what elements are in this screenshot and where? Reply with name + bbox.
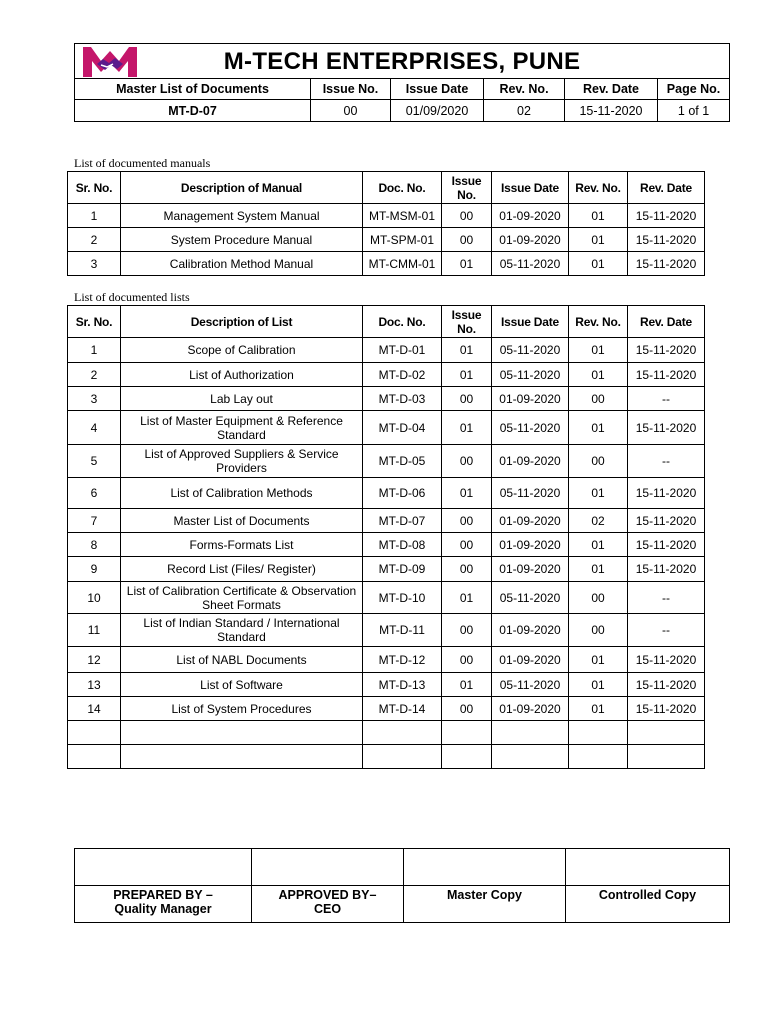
table-row <box>68 647 705 673</box>
table-cell: 01 <box>569 252 628 276</box>
table-row <box>68 673 705 697</box>
table-cell: 00 <box>442 697 492 721</box>
table-cell: 2 <box>68 363 121 387</box>
table-cell: MT-D-06 <box>363 478 442 509</box>
header-label: Master List of Documents <box>75 79 311 100</box>
table-cell: MT-D-05 <box>363 445 442 478</box>
column-header: Issue No. <box>442 172 492 204</box>
table-cell: 00 <box>442 533 492 557</box>
table-cell: 01-09-2020 <box>492 509 569 533</box>
table-cell: MT-D-07 <box>363 509 442 533</box>
signature-label-row <box>75 886 730 923</box>
lists-caption: List of documented lists <box>74 290 190 304</box>
table-cell: MT-CMM-01 <box>363 252 442 276</box>
revision-number: 02 <box>484 100 565 122</box>
table-cell: 9 <box>68 557 121 582</box>
document-header-table <box>74 43 730 122</box>
table-cell: 00 <box>569 445 628 478</box>
column-header: Sr. No. <box>68 306 121 338</box>
table-cell <box>68 721 121 745</box>
approved-by-label: APPROVED BY– CEO <box>252 886 404 923</box>
table-cell: 01 <box>569 673 628 697</box>
header-label-row <box>75 79 730 100</box>
table-cell: Management System Manual <box>121 204 363 228</box>
prepared-by-label: PREPARED BY – Quality Manager <box>75 886 252 923</box>
table-cell: MT-D-13 <box>363 673 442 697</box>
column-header: Issue No. <box>442 306 492 338</box>
table-cell: MT-D-11 <box>363 614 442 647</box>
table-cell: List of NABL Documents <box>121 647 363 673</box>
column-header: Rev. Date <box>628 172 705 204</box>
table-cell: 00 <box>442 509 492 533</box>
table-cell: 05-11-2020 <box>492 673 569 697</box>
table-cell: 01 <box>569 557 628 582</box>
table-row <box>68 228 705 252</box>
table-cell: -- <box>628 614 705 647</box>
column-header: Rev. No. <box>569 306 628 338</box>
table-row <box>68 363 705 387</box>
table-cell <box>569 745 628 769</box>
table-cell: 15-11-2020 <box>628 363 705 387</box>
table-cell: 10 <box>68 582 121 614</box>
table-cell: 01 <box>569 363 628 387</box>
header-label: Issue No. <box>311 79 391 100</box>
header-title-cell <box>75 44 730 79</box>
table-cell: -- <box>628 387 705 411</box>
column-header: Rev. Date <box>628 306 705 338</box>
table-cell: 01 <box>442 582 492 614</box>
table-cell: 01 <box>442 338 492 363</box>
table-cell: 15-11-2020 <box>628 478 705 509</box>
table-cell: MT-SPM-01 <box>363 228 442 252</box>
issue-date: 01/09/2020 <box>391 100 484 122</box>
table-row <box>68 387 705 411</box>
table-cell: 00 <box>442 557 492 582</box>
table-cell <box>628 721 705 745</box>
table-cell: 00 <box>442 614 492 647</box>
table-cell: List of Calibration Certificate & Observation Sheet Formats <box>121 582 363 614</box>
table-row <box>68 557 705 582</box>
header-label: Rev. Date <box>565 79 658 100</box>
table-cell: 8 <box>68 533 121 557</box>
company-name: M-TECH ENTERPRISES, PUNE <box>223 48 581 75</box>
table-cell: 05-11-2020 <box>492 411 569 445</box>
table-row <box>68 614 705 647</box>
table-cell: 00 <box>569 387 628 411</box>
table-cell <box>628 745 705 769</box>
table-cell <box>492 745 569 769</box>
table-cell: List of Calibration Methods <box>121 478 363 509</box>
table-cell: 01-09-2020 <box>492 533 569 557</box>
table-cell: 00 <box>442 204 492 228</box>
table-cell: Record List (Files/ Register) <box>121 557 363 582</box>
table-row <box>68 509 705 533</box>
signature-space-row <box>75 849 730 886</box>
table-cell: 01 <box>569 478 628 509</box>
table-cell: MT-D-09 <box>363 557 442 582</box>
table-cell: MT-D-14 <box>363 697 442 721</box>
header-value-row <box>75 100 730 122</box>
table-row <box>68 745 705 769</box>
table-cell: 7 <box>68 509 121 533</box>
table-cell: 05-11-2020 <box>492 478 569 509</box>
table-cell: 01 <box>569 647 628 673</box>
table-cell: List of Indian Standard / International Standard <box>121 614 363 647</box>
table-cell: 01 <box>569 204 628 228</box>
table-cell: 01-09-2020 <box>492 445 569 478</box>
controlled-copy-stamp-cell <box>566 849 730 886</box>
table-cell: MT-D-01 <box>363 338 442 363</box>
table-cell: MT-D-03 <box>363 387 442 411</box>
table-cell: 00 <box>569 614 628 647</box>
table-cell: 01 <box>569 338 628 363</box>
table-cell: 6 <box>68 478 121 509</box>
table-cell: List of Master Equipment & Reference Standard <box>121 411 363 445</box>
table-row <box>68 204 705 228</box>
table-row <box>68 338 705 363</box>
table-cell: 05-11-2020 <box>492 363 569 387</box>
table-cell <box>442 721 492 745</box>
header-label: Page No. <box>658 79 730 100</box>
table-cell: List of Authorization <box>121 363 363 387</box>
table-cell: 01-09-2020 <box>492 647 569 673</box>
table-cell <box>68 745 121 769</box>
column-header: Description of Manual <box>121 172 363 204</box>
table-cell: 01 <box>569 411 628 445</box>
column-header: Rev. No. <box>569 172 628 204</box>
table-cell: 05-11-2020 <box>492 582 569 614</box>
table-cell: 01 <box>442 252 492 276</box>
master-copy-stamp-cell <box>404 849 566 886</box>
table-cell: 3 <box>68 387 121 411</box>
table-cell: 3 <box>68 252 121 276</box>
table-cell: 00 <box>442 228 492 252</box>
table-cell <box>442 745 492 769</box>
table-cell: 01 <box>442 673 492 697</box>
revision-date: 15-11-2020 <box>565 100 658 122</box>
table-cell <box>121 745 363 769</box>
table-cell: 15-11-2020 <box>628 557 705 582</box>
table-cell: Scope of Calibration <box>121 338 363 363</box>
table-cell: List of Software <box>121 673 363 697</box>
table-cell: 05-11-2020 <box>492 338 569 363</box>
column-header: Issue Date <box>492 306 569 338</box>
company-logo-icon <box>81 45 139 79</box>
table-cell: 01 <box>569 697 628 721</box>
issue-number: 00 <box>311 100 391 122</box>
table-cell: 02 <box>569 509 628 533</box>
table-cell: 01 <box>569 228 628 252</box>
table-cell: MT-MSM-01 <box>363 204 442 228</box>
column-header: Doc. No. <box>363 172 442 204</box>
table-cell: 1 <box>68 204 121 228</box>
lists-table <box>67 305 705 769</box>
table-cell: 01 <box>569 533 628 557</box>
column-header: Issue Date <box>492 172 569 204</box>
table-cell: 1 <box>68 338 121 363</box>
table-cell: 05-11-2020 <box>492 252 569 276</box>
table-cell: 00 <box>442 387 492 411</box>
master-copy-label: Master Copy <box>404 886 566 923</box>
table-cell: 00 <box>442 445 492 478</box>
table-cell: 13 <box>68 673 121 697</box>
table-cell: 2 <box>68 228 121 252</box>
table-cell: Lab Lay out <box>121 387 363 411</box>
table-cell: 15-11-2020 <box>628 509 705 533</box>
column-header: Description of List <box>121 306 363 338</box>
table-row <box>68 582 705 614</box>
document-number: MT-D-07 <box>75 100 311 122</box>
table-cell: -- <box>628 445 705 478</box>
page-number: 1 of 1 <box>658 100 730 122</box>
header-label: Issue Date <box>391 79 484 100</box>
table-cell: 12 <box>68 647 121 673</box>
table-cell: Master List of Documents <box>121 509 363 533</box>
table-cell: 15-11-2020 <box>628 697 705 721</box>
column-header: Doc. No. <box>363 306 442 338</box>
manuals-table <box>67 171 705 276</box>
table-cell <box>363 745 442 769</box>
table-cell: 01-09-2020 <box>492 228 569 252</box>
table-cell: 14 <box>68 697 121 721</box>
lists-header-row <box>68 306 705 338</box>
table-cell: MT-D-12 <box>363 647 442 673</box>
table-cell: 15-11-2020 <box>628 533 705 557</box>
table-cell <box>121 721 363 745</box>
table-cell: 15-11-2020 <box>628 338 705 363</box>
table-cell <box>363 721 442 745</box>
prepared-signature-cell <box>75 849 252 886</box>
table-cell: 15-11-2020 <box>628 252 705 276</box>
table-cell: 01-09-2020 <box>492 557 569 582</box>
table-cell: MT-D-04 <box>363 411 442 445</box>
manuals-caption: List of documented manuals <box>74 156 211 170</box>
table-row <box>68 721 705 745</box>
table-cell: Forms-Formats List <box>121 533 363 557</box>
manuals-header-row <box>68 172 705 204</box>
table-cell: 15-11-2020 <box>628 673 705 697</box>
table-cell: System Procedure Manual <box>121 228 363 252</box>
table-cell: 00 <box>442 647 492 673</box>
table-row <box>68 411 705 445</box>
table-row <box>68 478 705 509</box>
table-cell: 00 <box>569 582 628 614</box>
table-cell <box>569 721 628 745</box>
table-cell: 01-09-2020 <box>492 614 569 647</box>
table-cell: 5 <box>68 445 121 478</box>
header-label: Rev. No. <box>484 79 565 100</box>
table-cell <box>492 721 569 745</box>
table-cell: 01-09-2020 <box>492 387 569 411</box>
table-cell: 01 <box>442 411 492 445</box>
approval-table <box>74 848 730 923</box>
controlled-copy-label: Controlled Copy <box>566 886 730 923</box>
table-cell: 11 <box>68 614 121 647</box>
approved-signature-cell <box>252 849 404 886</box>
table-cell: List of System Procedures <box>121 697 363 721</box>
table-cell: 01-09-2020 <box>492 697 569 721</box>
table-cell: 01 <box>442 363 492 387</box>
table-row <box>68 533 705 557</box>
table-cell: 15-11-2020 <box>628 647 705 673</box>
table-row <box>68 697 705 721</box>
table-cell: MT-D-02 <box>363 363 442 387</box>
table-cell: -- <box>628 582 705 614</box>
table-cell: Calibration Method Manual <box>121 252 363 276</box>
table-row <box>68 252 705 276</box>
column-header: Sr. No. <box>68 172 121 204</box>
table-cell: 15-11-2020 <box>628 228 705 252</box>
table-cell: MT-D-08 <box>363 533 442 557</box>
table-cell: List of Approved Suppliers & Service Providers <box>121 445 363 478</box>
table-row <box>68 445 705 478</box>
table-cell: 15-11-2020 <box>628 411 705 445</box>
table-cell: 4 <box>68 411 121 445</box>
table-cell: MT-D-10 <box>363 582 442 614</box>
table-cell: 01-09-2020 <box>492 204 569 228</box>
table-cell: 01 <box>442 478 492 509</box>
table-cell: 15-11-2020 <box>628 204 705 228</box>
